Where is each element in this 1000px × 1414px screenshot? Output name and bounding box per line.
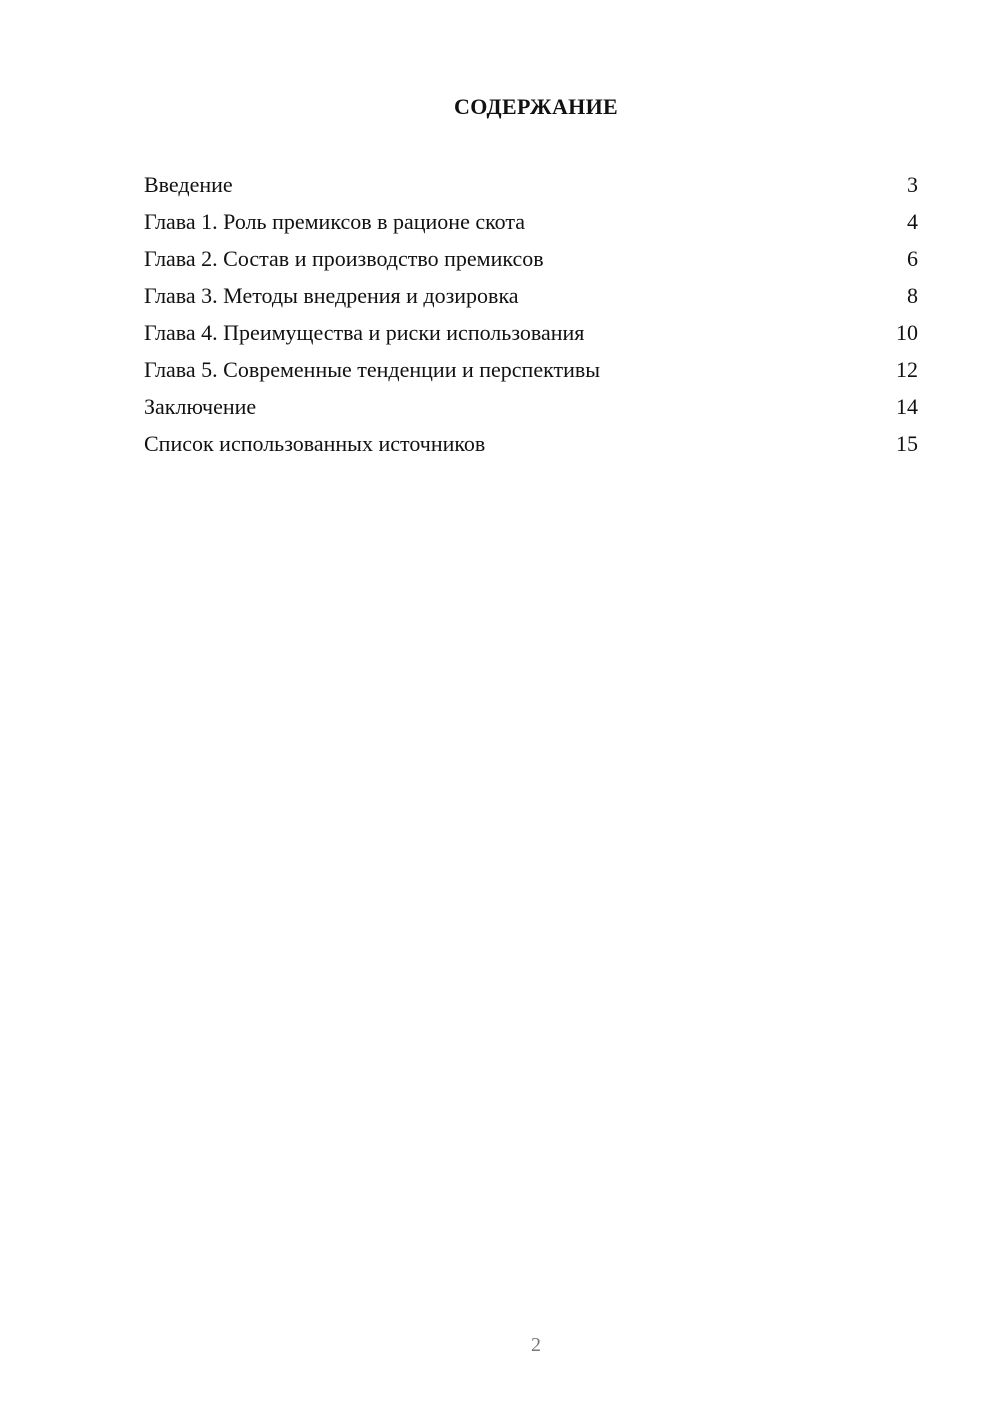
toc-entry-label: Список использованных источников [144,431,486,456]
toc-entry-label: Глава 2. Состав и производство премиксов [144,246,544,271]
toc-entry-label: Глава 1. Роль премиксов в рационе скота [144,209,526,234]
toc-entry-chapter-4 [144,318,918,355]
toc-entry-conclusion [144,392,918,429]
toc-entry-label: Глава 3. Методы внедрения и дозировка [144,283,519,308]
toc-entry-page: 3 [907,172,918,197]
toc-entry-chapter-3 [144,281,918,318]
toc-entry-page: 14 [896,394,918,419]
toc-entry-page: 4 [907,209,918,234]
toc-entry-introduction [144,170,918,207]
toc-entry-chapter-2 [144,244,918,281]
page-number: 2 [531,1334,541,1356]
toc-entry-page: 8 [907,283,918,308]
toc-entry-label: Глава 5. Современные тенденции и перспективы [144,357,601,382]
toc-entry-chapter-5 [144,355,918,392]
toc-entry-chapter-1 [144,207,918,244]
toc-entry-label: Введение [144,172,233,197]
toc-entry-page: 15 [896,431,918,456]
toc-heading: СОДЕРЖАНИЕ [454,94,618,119]
table-of-contents [144,170,918,466]
toc-entry-label: Глава 4. Преимущества и риски использования [144,320,585,345]
toc-entry-page: 12 [896,357,918,382]
toc-entry-label: Заключение [144,394,257,419]
toc-entry-page: 10 [896,320,918,345]
toc-entry-page: 6 [907,246,918,271]
toc-entry-references [144,429,918,466]
